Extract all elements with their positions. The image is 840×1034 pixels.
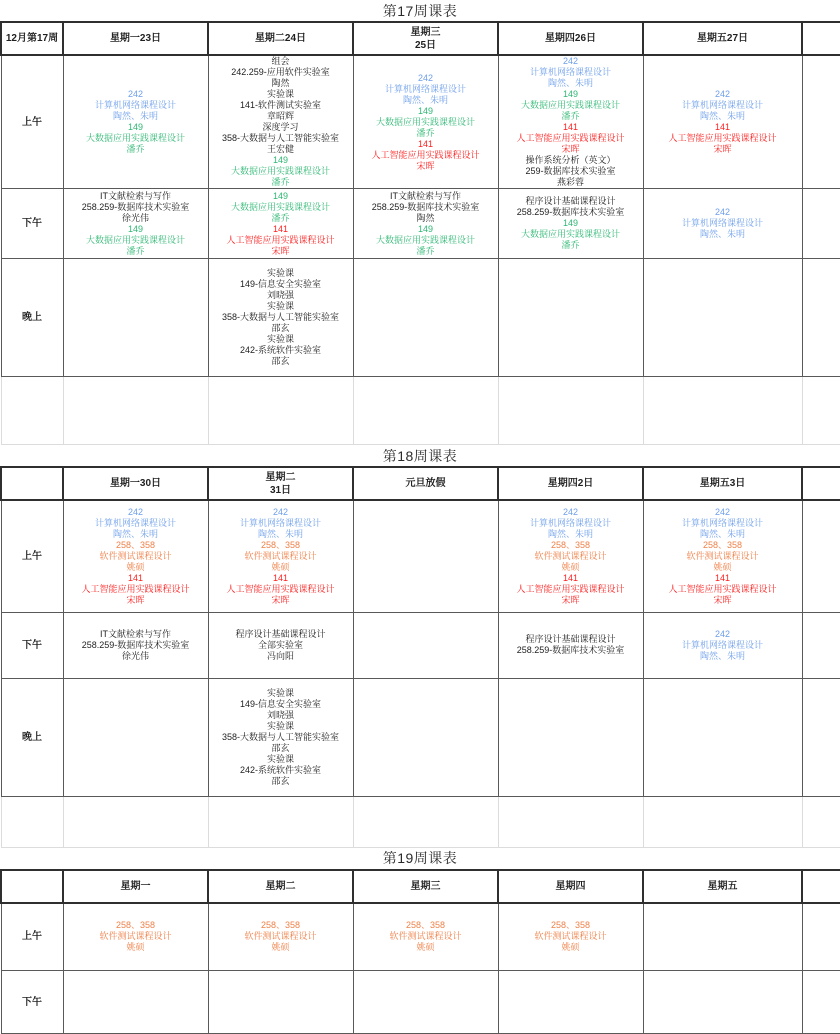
spacer-cell (802, 500, 840, 612)
course-line: 邵玄 (209, 356, 353, 367)
schedule-cell (208, 678, 353, 796)
course-line: IT文献检索与写作 (354, 191, 498, 202)
course-line: 258、358 (499, 920, 643, 931)
course-line: 计算机网络课程设计 (209, 518, 353, 529)
course-line: 242 (209, 507, 353, 518)
course-line: 宋晖 (499, 595, 643, 606)
course-line: 实验课 (209, 688, 353, 699)
course-block (644, 540, 802, 573)
course-line: 刘晓强 (209, 710, 353, 721)
course-line: 242 (644, 89, 802, 100)
course-block (499, 196, 643, 218)
day-header-cell: 星期四 (498, 870, 643, 903)
schedule-cell (498, 189, 643, 259)
course-line: 姚硕 (499, 942, 643, 953)
time-row-label: 下午 (1, 189, 63, 259)
course-line: 计算机网络课程设计 (644, 100, 802, 111)
course-block (209, 573, 353, 606)
schedule-cell (63, 55, 208, 189)
course-line: 242 (64, 89, 208, 100)
course-line: 宋晖 (64, 595, 208, 606)
course-line: 大数据应用实践课程设计 (64, 235, 208, 246)
course-line: 149 (499, 89, 643, 100)
course-line: 实验课 (209, 721, 353, 732)
course-line: 149-信息安全实验室 (209, 699, 353, 710)
course-line: 258、358 (209, 920, 353, 931)
schedule-cell (208, 259, 353, 377)
time-row-label: 晚上 (1, 259, 63, 377)
schedule-cell (643, 189, 802, 259)
spacer-cell (802, 189, 840, 259)
schedule-cell (643, 55, 802, 189)
time-row-label: 上午 (1, 903, 63, 971)
schedule-cell (353, 903, 498, 971)
schedule-cell (353, 189, 498, 259)
schedule-cell (643, 259, 802, 377)
course-line: 陶然 (354, 213, 498, 224)
course-line: 陶然、朱明 (644, 529, 802, 540)
course-block (209, 688, 353, 787)
schedule-cell (63, 377, 208, 445)
course-line: 陶然、朱明 (499, 78, 643, 89)
course-line: 大数据应用实践课程设计 (354, 117, 498, 128)
time-row-label: 下午 (1, 612, 63, 678)
course-block (354, 191, 498, 224)
course-line: 大数据应用实践课程设计 (354, 235, 498, 246)
course-line: 潘乔 (499, 111, 643, 122)
course-line: 组会 (209, 56, 353, 67)
course-line: 潘乔 (64, 246, 208, 257)
course-block (644, 207, 802, 240)
course-block (64, 920, 208, 953)
schedule-cell (63, 189, 208, 259)
course-block (499, 634, 643, 656)
course-line: 徐光伟 (64, 651, 208, 662)
spacer-cell (802, 259, 840, 377)
course-line: 242 (354, 73, 498, 84)
course-block (354, 139, 498, 172)
course-line: 人工智能应用实践课程设计 (209, 584, 353, 595)
schedule-cell (498, 971, 643, 1034)
course-line: 149 (499, 218, 643, 229)
course-block (644, 573, 802, 606)
course-line: 计算机网络课程设计 (64, 100, 208, 111)
day-header-cell: 星期二 (208, 870, 353, 903)
spacer-header-cell (802, 22, 840, 55)
course-line: 姚硕 (64, 562, 208, 573)
day-header-cell: 星期二 31日 (208, 467, 353, 500)
course-line: 242 (499, 56, 643, 67)
course-line: IT文献检索与写作 (64, 629, 208, 640)
schedule-cell (498, 377, 643, 445)
day-header-cell: 星期五3日 (643, 467, 802, 500)
course-line: 实验课 (209, 301, 353, 312)
course-line: 258、358 (644, 540, 802, 551)
course-block (499, 122, 643, 155)
course-line: 姚硕 (209, 942, 353, 953)
course-line: 潘乔 (499, 240, 643, 251)
course-line: 姚硕 (644, 562, 802, 573)
course-block (644, 507, 802, 540)
course-line: 358-大数据与人工智能实验室 (209, 312, 353, 323)
course-line: 人工智能应用实践课程设计 (354, 150, 498, 161)
schedule-cell (63, 971, 208, 1034)
course-line: 软件测试课程设计 (64, 551, 208, 562)
course-line: 258.259-数据库技术实验室 (499, 645, 643, 656)
schedule-cell (63, 903, 208, 971)
course-line: 陶然、朱明 (644, 229, 802, 240)
course-line: 刘晓强 (209, 290, 353, 301)
day-header-cell: 星期一23日 (63, 22, 208, 55)
spacer-cell (802, 796, 840, 847)
course-line: 计算机网络课程设计 (354, 84, 498, 95)
course-line: 259-数据库技术实验室 (499, 166, 643, 177)
course-line: 242 (64, 507, 208, 518)
course-line: 陶然、朱明 (644, 111, 802, 122)
schedule-cell (208, 189, 353, 259)
course-line: 实验课 (209, 754, 353, 765)
course-block (209, 56, 353, 155)
course-block (64, 629, 208, 662)
course-line: 姚硕 (354, 942, 498, 953)
course-line: 242 (499, 507, 643, 518)
course-line: 149 (209, 155, 353, 166)
course-block (499, 507, 643, 540)
course-line: 141 (499, 573, 643, 584)
course-line: 软件测试课程设计 (644, 551, 802, 562)
corner-cell (1, 467, 63, 500)
course-line: 258、358 (499, 540, 643, 551)
course-line: 程序设计基础课程设计 (499, 634, 643, 645)
spacer-cell (802, 377, 840, 445)
schedule-cell (63, 500, 208, 612)
week19-section (0, 848, 840, 1034)
schedule-cell (353, 259, 498, 377)
course-block (209, 224, 353, 257)
time-row-label: 下午 (1, 971, 63, 1034)
course-line: 141 (499, 122, 643, 133)
course-line: 242.259-应用软件实验室 (209, 67, 353, 78)
course-line: 燕彩蓉 (499, 177, 643, 188)
course-block (209, 540, 353, 573)
course-line: 陶然、朱明 (354, 95, 498, 106)
course-line: 陶然、朱明 (64, 529, 208, 540)
schedule-cell (498, 678, 643, 796)
course-line: 软件测试课程设计 (499, 931, 643, 942)
course-line: 姚硕 (209, 562, 353, 573)
course-line: 149 (354, 106, 498, 117)
course-line: 258.259-数据库技术实验室 (499, 207, 643, 218)
week18-table (0, 466, 840, 848)
schedule-cell (63, 612, 208, 678)
course-line: 宋晖 (209, 246, 353, 257)
course-line: 全部实验室 (209, 640, 353, 651)
course-line: 141 (644, 122, 802, 133)
course-line: 软件测试课程设计 (209, 551, 353, 562)
spacer-cell (802, 55, 840, 189)
schedule-cell (498, 612, 643, 678)
course-line: 潘乔 (354, 246, 498, 257)
course-line: 141 (644, 573, 802, 584)
course-block (64, 573, 208, 606)
course-line: 陶然、朱明 (499, 529, 643, 540)
course-line: 149 (209, 191, 353, 202)
schedule-cell (498, 796, 643, 847)
course-block (209, 268, 353, 367)
course-line: 冯向阳 (209, 651, 353, 662)
day-header-cell: 星期三 25日 (353, 22, 498, 55)
course-line: 141 (354, 139, 498, 150)
course-line: 计算机网络课程设计 (499, 518, 643, 529)
schedule-cell (498, 903, 643, 971)
schedule-cell (353, 678, 498, 796)
schedule-cell (63, 678, 208, 796)
course-line: 潘乔 (354, 128, 498, 139)
course-line: 邵玄 (209, 743, 353, 754)
schedule-cell (643, 612, 802, 678)
day-header-cell: 星期一30日 (63, 467, 208, 500)
course-block (354, 106, 498, 139)
schedule-cell (643, 500, 802, 612)
course-block (354, 73, 498, 106)
course-line: 人工智能应用实践课程设计 (499, 584, 643, 595)
course-block (499, 56, 643, 89)
schedule-cell (643, 903, 802, 971)
course-line: 149-信息安全实验室 (209, 279, 353, 290)
course-block (64, 224, 208, 257)
course-block (64, 122, 208, 155)
course-line: 章昭辉 (209, 111, 353, 122)
course-line: 242 (644, 507, 802, 518)
course-line: 258、358 (64, 540, 208, 551)
schedule-cell (498, 500, 643, 612)
course-block (499, 155, 643, 188)
course-line: 宋晖 (644, 144, 802, 155)
time-row-label: 上午 (1, 55, 63, 189)
schedule-cell (353, 377, 498, 445)
course-block (64, 540, 208, 573)
course-line: 邵玄 (209, 323, 353, 334)
course-line: 人工智能应用实践课程设计 (209, 235, 353, 246)
course-block (354, 920, 498, 953)
course-block (209, 155, 353, 188)
course-line: 大数据应用实践课程设计 (209, 202, 353, 213)
schedule-cell (208, 377, 353, 445)
schedule-cell (643, 377, 802, 445)
schedule-cell (208, 500, 353, 612)
course-line: 计算机网络课程设计 (64, 518, 208, 529)
course-line: 潘乔 (209, 213, 353, 224)
course-line: 258.259-数据库技术实验室 (64, 640, 208, 651)
week17-title: 第17周课表 (0, 0, 840, 21)
course-line: 149 (64, 224, 208, 235)
course-line: 242-系统软件实验室 (209, 345, 353, 356)
course-block (64, 507, 208, 540)
day-header-cell: 星期四26日 (498, 22, 643, 55)
schedule-cell (353, 612, 498, 678)
course-line: 软件测试课程设计 (209, 931, 353, 942)
schedule-cell (208, 55, 353, 189)
schedule-cell (208, 796, 353, 847)
spacer-cell (802, 903, 840, 971)
course-line: 人工智能应用实践课程设计 (644, 584, 802, 595)
course-line: 徐光伟 (64, 213, 208, 224)
course-line: 实验课 (209, 334, 353, 345)
spacer-header-cell (802, 467, 840, 500)
week17-section (0, 0, 840, 445)
course-line: 宋晖 (354, 161, 498, 172)
course-block (64, 89, 208, 122)
course-block (209, 191, 353, 224)
course-line: 242-系统软件实验室 (209, 765, 353, 776)
course-line: 宋晖 (209, 595, 353, 606)
course-line: 邵玄 (209, 776, 353, 787)
time-row-label (1, 377, 63, 445)
course-line: 宋晖 (644, 595, 802, 606)
schedule-cell (208, 612, 353, 678)
course-line: 大数据应用实践课程设计 (499, 100, 643, 111)
course-line: 人工智能应用实践课程设计 (64, 584, 208, 595)
day-header-cell: 星期五 (643, 870, 802, 903)
course-line: 大数据应用实践课程设计 (64, 133, 208, 144)
course-line: 258.259-数据库技术实验室 (354, 202, 498, 213)
course-line: 242 (644, 629, 802, 640)
course-line: 程序设计基础课程设计 (499, 196, 643, 207)
schedule-cell (353, 971, 498, 1034)
day-header-cell: 星期五27日 (643, 22, 802, 55)
schedule-cell (498, 55, 643, 189)
day-header-cell: 星期四2日 (498, 467, 643, 500)
week19-table (0, 869, 840, 1034)
course-block (644, 629, 802, 662)
course-line: 大数据应用实践课程设计 (499, 229, 643, 240)
course-block (499, 89, 643, 122)
course-line: 姚硕 (64, 942, 208, 953)
schedule-cell (63, 259, 208, 377)
course-block (499, 218, 643, 251)
course-line: 258、358 (64, 920, 208, 931)
schedule-cell (208, 903, 353, 971)
spacer-cell (802, 612, 840, 678)
course-line: 人工智能应用实践课程设计 (644, 133, 802, 144)
course-line: IT文献检索与写作 (64, 191, 208, 202)
course-line: 141 (64, 573, 208, 584)
course-line: 258、358 (209, 540, 353, 551)
course-line: 149 (64, 122, 208, 133)
course-block (209, 629, 353, 662)
schedule-cell (208, 971, 353, 1034)
schedule-cell (63, 796, 208, 847)
schedule-cell (498, 259, 643, 377)
day-header-cell: 星期二24日 (208, 22, 353, 55)
course-line: 358-大数据与人工智能实验室 (209, 133, 353, 144)
week19-title: 第19周课表 (0, 848, 840, 869)
course-line: 操作系统分析（英文） (499, 155, 643, 166)
schedule-cell (643, 796, 802, 847)
schedule-cell (353, 796, 498, 847)
spacer-cell (802, 678, 840, 796)
course-line: 软件测试课程设计 (354, 931, 498, 942)
schedule-cell (643, 678, 802, 796)
course-line: 计算机网络课程设计 (644, 640, 802, 651)
week18-section (0, 445, 840, 848)
course-line: 深度学习 (209, 122, 353, 133)
course-block (499, 573, 643, 606)
course-line: 计算机网络课程设计 (499, 67, 643, 78)
course-line: 实验课 (209, 89, 353, 100)
course-line: 149 (354, 224, 498, 235)
course-line: 姚硕 (499, 562, 643, 573)
corner-cell (1, 870, 63, 903)
day-header-cell: 星期一 (63, 870, 208, 903)
course-line: 软件测试课程设计 (64, 931, 208, 942)
course-block (644, 89, 802, 122)
course-line: 141 (209, 573, 353, 584)
day-header-cell: 元旦放假 (353, 467, 498, 500)
time-row-label (1, 796, 63, 847)
course-line: 实验课 (209, 268, 353, 279)
course-line: 宋晖 (499, 144, 643, 155)
schedule-cell (353, 500, 498, 612)
course-line: 242 (644, 207, 802, 218)
spacer-cell (802, 971, 840, 1034)
course-line: 潘乔 (209, 177, 353, 188)
course-line: 王宏健 (209, 144, 353, 155)
course-line: 陶然 (209, 78, 353, 89)
course-line: 程序设计基础课程设计 (209, 629, 353, 640)
course-block (64, 191, 208, 224)
time-row-label: 上午 (1, 500, 63, 612)
course-block (499, 540, 643, 573)
course-line: 141-软件测试实验室 (209, 100, 353, 111)
course-line: 陶然、朱明 (644, 651, 802, 662)
course-block (209, 507, 353, 540)
course-line: 258、358 (354, 920, 498, 931)
course-block (499, 920, 643, 953)
course-line: 计算机网络课程设计 (644, 218, 802, 229)
spacer-header-cell (802, 870, 840, 903)
course-line: 陶然、朱明 (209, 529, 353, 540)
course-line: 潘乔 (64, 144, 208, 155)
course-line: 计算机网络课程设计 (644, 518, 802, 529)
course-line: 258.259-数据库技术实验室 (64, 202, 208, 213)
course-line: 软件测试课程设计 (499, 551, 643, 562)
week18-title: 第18周课表 (0, 445, 840, 466)
course-line: 大数据应用实践课程设计 (209, 166, 353, 177)
schedule-cell (643, 971, 802, 1034)
course-block (644, 122, 802, 155)
corner-cell: 12月第17周 (1, 22, 63, 55)
day-header-cell: 星期三 (353, 870, 498, 903)
course-line: 人工智能应用实践课程设计 (499, 133, 643, 144)
course-line: 358-大数据与人工智能实验室 (209, 732, 353, 743)
course-line: 141 (209, 224, 353, 235)
course-block (354, 224, 498, 257)
week17-table (0, 21, 840, 445)
schedule-cell (353, 55, 498, 189)
course-block (209, 920, 353, 953)
course-line: 陶然、朱明 (64, 111, 208, 122)
time-row-label: 晚上 (1, 678, 63, 796)
